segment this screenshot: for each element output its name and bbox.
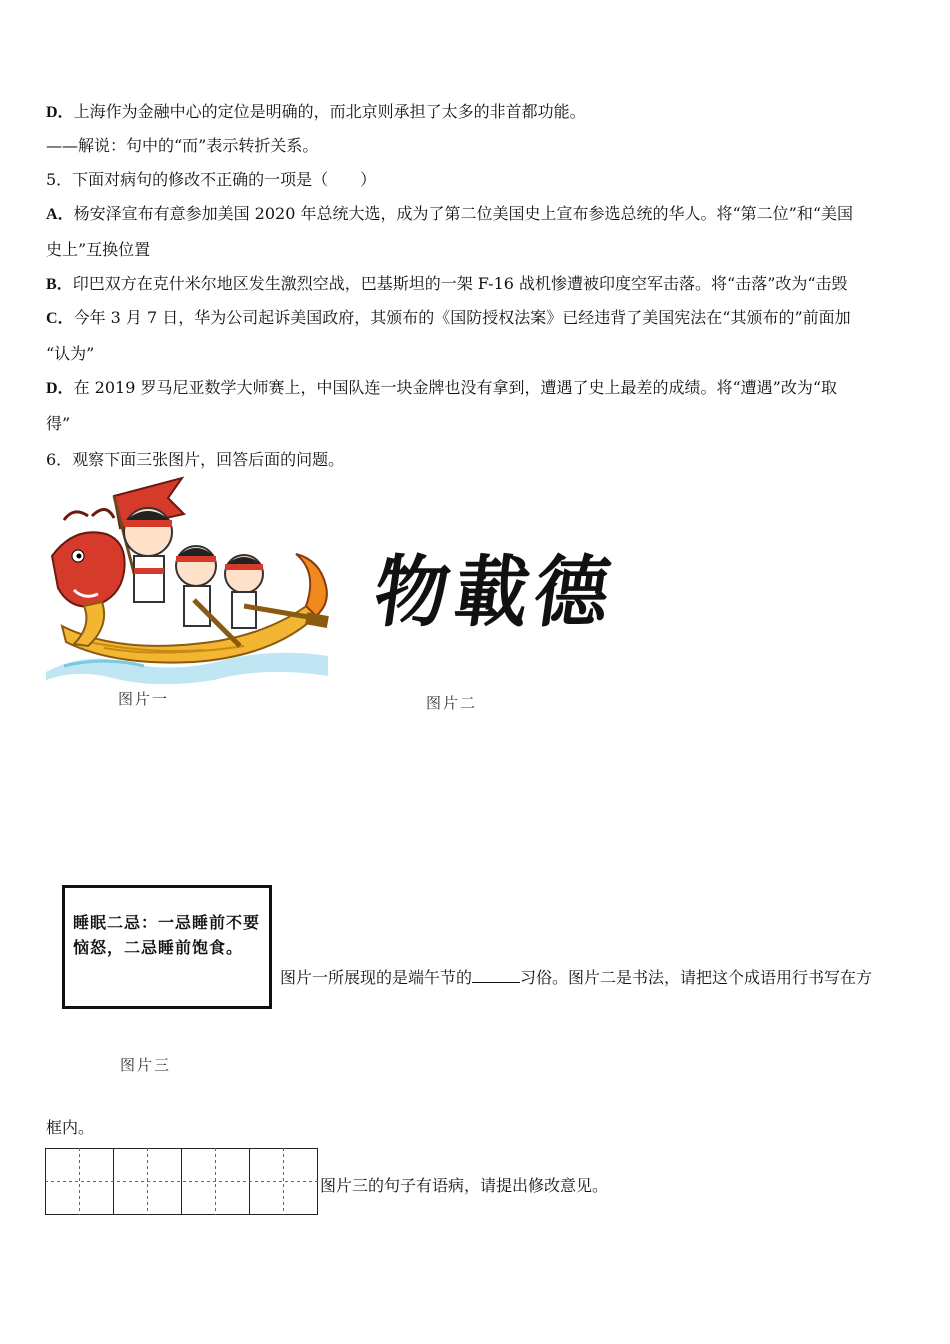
pic2-caption: 图片二	[426, 694, 478, 712]
pic3-sentence: 睡眠二忌：一忌睡前不要恼怒，二忌睡前饱食。	[73, 913, 261, 957]
q4-explanation: ——解说：句中的“而”表示转折关系。	[46, 136, 319, 155]
q5-option-c-line2: “认为”	[46, 344, 95, 363]
q5-option-c-line1: 今年 3 月 7 日，华为公司起诉美国政府，其颁布的《国防授权法案》已经违背了美国宪法在“其颁布的”前面加	[73, 308, 851, 327]
q5-option-c	[46, 308, 851, 329]
q5-option-b	[46, 274, 848, 295]
q6-question-a	[280, 968, 872, 988]
q4-option-d-text: 上海作为金融中心的定位是明确的，而北京则承担了太多的非首都功能。	[73, 102, 586, 121]
q5-option-c-label: C．	[46, 310, 74, 327]
q6-question-a-before: 图片一所展现的是端午节的	[280, 968, 473, 987]
q6-stem: 6．观察下面三张图片，回答后面的问题。	[46, 450, 345, 469]
writing-grid[interactable]	[45, 1148, 319, 1216]
q5-option-d-line1: 在 2019 罗马尼亚数学大师赛上，中国队连一块金牌也没有拿到，遭遇了史上最差的成绩。将“遭遇”改为“取	[73, 378, 837, 397]
dragon-boat-image	[44, 476, 330, 686]
q6-question-b: 图片三的句子有语病，请提出修改意见。	[320, 1176, 609, 1195]
q4-option-d	[46, 102, 586, 123]
q6-question-a-cont: 框内。	[46, 1118, 95, 1137]
q5-option-d-label: D．	[46, 380, 74, 397]
pic3-caption: 图片三	[120, 1056, 172, 1074]
pic1-caption: 图片一	[118, 690, 170, 708]
q5-option-a-line1: 杨安泽宣布有意参加美国 2020 年总统大选，成为了第二位美国史上宣布参选总统的华人。将“第二位”和“美国	[73, 204, 853, 223]
q5-stem: 5．下面对病句的修改不正确的一项是（ ）	[46, 170, 377, 189]
q5-option-d	[46, 378, 837, 399]
q5-option-b-line1: 印巴双方在克什米尔地区发生激烈空战，巴基斯坦的一架 F-16 战机惨遭被印度空军击落。将“击落”改为“击毁	[72, 274, 848, 293]
pic3-box	[62, 885, 272, 1009]
q4-option-d-label: D．	[46, 104, 74, 121]
answer-blank[interactable]	[472, 968, 520, 983]
q5-option-a-label: A．	[46, 206, 74, 223]
q5-option-a-line2: 史上”互换位置	[46, 240, 151, 259]
q5-option-d-line2: 得”	[46, 414, 71, 433]
calligraphy-text: 物載德厚	[368, 547, 622, 638]
calligraphy-image	[368, 536, 680, 642]
q5-option-b-label: B．	[46, 276, 73, 293]
q5-option-a	[46, 204, 853, 225]
q6-question-a-after: 习俗。图片二是书法，请把这个成语用行书写在方	[520, 968, 873, 987]
